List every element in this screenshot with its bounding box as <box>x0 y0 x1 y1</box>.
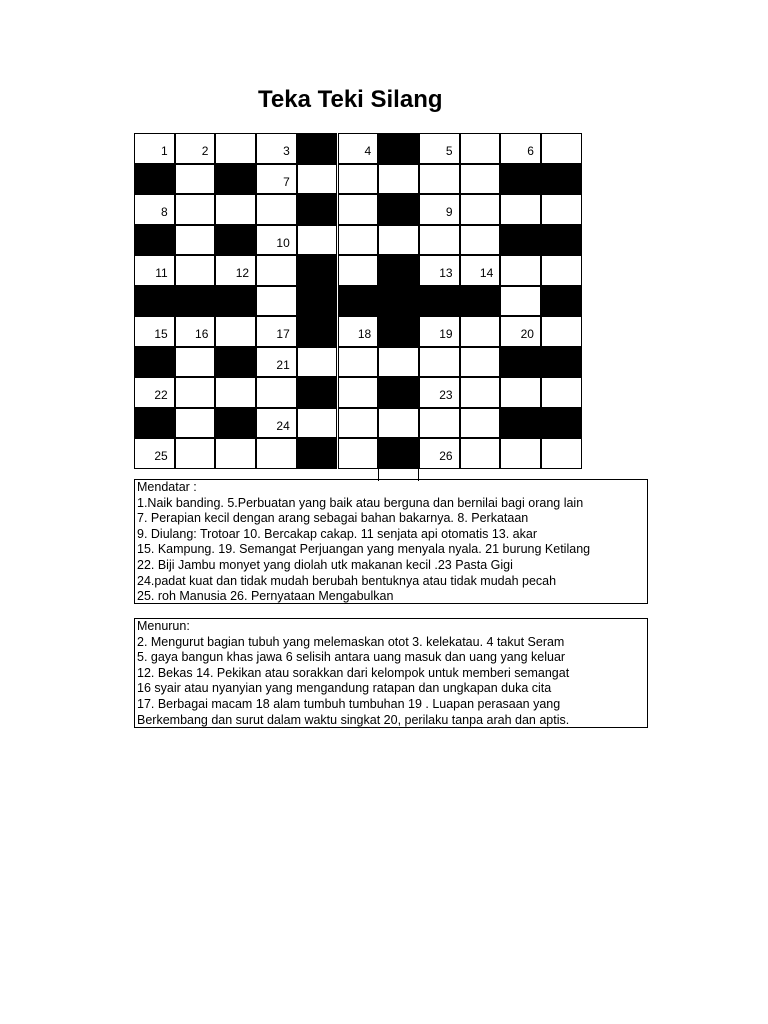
grid-cell[interactable] <box>175 347 216 378</box>
grid-cell[interactable] <box>297 347 338 378</box>
grid-cell[interactable] <box>338 133 379 164</box>
grid-cell[interactable] <box>256 225 297 256</box>
grid-cell[interactable] <box>134 377 175 408</box>
grid-cell[interactable] <box>460 164 501 195</box>
clue-number: 4 <box>364 144 372 158</box>
down-clue-line: 17. Berbagai macam 18 alam tumbuh tumbuhan 19 . Luapan perasaan yang <box>137 696 561 711</box>
clue-number: 25 <box>154 449 168 463</box>
grid-cell[interactable] <box>378 347 419 378</box>
down-clue-line: Berkembang dan surut dalam waktu singkat 20, perilaku tanpa arah dan aptis. <box>137 712 570 727</box>
grid-cell[interactable] <box>215 316 256 347</box>
across-clue-line: 24.padat kuat dan tidak mudah berubah bentuknya atau tidak mudah pecah <box>137 573 557 588</box>
clue-number: 11 <box>155 266 168 280</box>
black-cell <box>541 286 582 317</box>
clue-number: 9 <box>445 205 453 219</box>
grid-cell[interactable] <box>541 316 582 347</box>
grid-cell[interactable] <box>175 377 216 408</box>
grid-cell[interactable] <box>419 164 460 195</box>
across-heading: Mendatar : <box>137 480 197 494</box>
grid-cell[interactable] <box>338 347 379 378</box>
grid-cell[interactable] <box>419 377 460 408</box>
grid-cell[interactable] <box>378 408 419 439</box>
black-cell <box>134 408 175 439</box>
black-cell <box>215 347 256 378</box>
grid-cell[interactable] <box>460 377 501 408</box>
grid-cell[interactable] <box>297 225 338 256</box>
black-cell <box>541 225 582 256</box>
down-clues-box <box>134 618 648 728</box>
grid-cell[interactable] <box>256 408 297 439</box>
grid-cell[interactable] <box>175 164 216 195</box>
black-cell <box>541 408 582 439</box>
black-cell <box>175 286 216 317</box>
grid-cell[interactable] <box>460 255 501 286</box>
grid-cell[interactable] <box>419 255 460 286</box>
grid-cell[interactable] <box>419 194 460 225</box>
black-cell <box>500 347 541 378</box>
clue-number: 13 <box>439 266 453 280</box>
clue-number: 18 <box>357 327 372 341</box>
grid-cell[interactable] <box>338 164 379 195</box>
black-cell <box>297 194 338 225</box>
black-cell <box>541 164 582 195</box>
black-cell <box>500 225 541 256</box>
black-cell <box>297 255 338 286</box>
across-clue-line: 7. Perapian kecil dengan arang sebagai bahan bakarnya. 8. Perkataan <box>137 511 529 526</box>
clue-number: 5 <box>445 144 453 158</box>
black-cell <box>460 286 501 317</box>
clue-number: 21 <box>276 357 290 372</box>
grid-cell[interactable] <box>338 438 379 469</box>
grid-cell[interactable] <box>256 377 297 408</box>
grid-cell[interactable] <box>256 255 297 286</box>
grid-cell[interactable] <box>460 225 501 256</box>
grid-cell[interactable] <box>419 408 460 439</box>
grid-cell[interactable] <box>134 255 175 286</box>
black-cell <box>297 133 338 164</box>
black-cell <box>297 438 338 469</box>
grid-cell[interactable] <box>419 133 460 164</box>
black-cell <box>378 377 419 408</box>
grid-cell[interactable] <box>175 225 216 256</box>
clue-number: 17 <box>276 327 290 341</box>
down-clue-line: 16 syair atau nyanyian yang mengandung ratapan dan ungkapan duka cita <box>137 681 552 696</box>
grid-cell[interactable] <box>460 194 501 225</box>
page-title: Teka Teki Silang <box>258 86 443 113</box>
clue-number: 7 <box>283 174 290 189</box>
grid-cell[interactable] <box>338 377 379 408</box>
grid-cell[interactable] <box>215 194 256 225</box>
black-cell <box>215 286 256 317</box>
black-cell <box>500 164 541 195</box>
grid-cell[interactable] <box>419 347 460 378</box>
clue-number: 23 <box>439 388 453 402</box>
down-clue-line: 2. Mengurut bagian tubuh yang melemaskan otot 3. kelekatau. 4 takut Seram <box>137 634 565 649</box>
clue-number: 22 <box>154 388 168 402</box>
across-clue-line: 25. roh Manusia 26. Pernyataan Mengabulkan <box>137 589 394 604</box>
grid-cell[interactable] <box>338 225 379 256</box>
grid-cell[interactable] <box>175 194 216 225</box>
grid-cell[interactable] <box>134 316 175 347</box>
grid-cell[interactable] <box>175 316 216 347</box>
grid-cell[interactable] <box>541 255 582 286</box>
grid-cell[interactable] <box>419 316 460 347</box>
grid-cell[interactable] <box>419 225 460 256</box>
grid-cell[interactable] <box>378 164 419 195</box>
black-cell <box>215 164 256 195</box>
grid-cell[interactable] <box>215 255 256 286</box>
grid-cell[interactable] <box>297 164 338 195</box>
grid-cell[interactable] <box>500 133 541 164</box>
down-clue-line: 12. Bekas 14. Pekikan atau sorakkan dari kelompok untuk memberi semangat <box>137 665 570 680</box>
grid-cell[interactable] <box>541 377 582 408</box>
clue-number: 10 <box>276 235 290 250</box>
grid-cell[interactable] <box>460 438 501 469</box>
black-cell <box>338 286 379 317</box>
clue-number: 12 <box>235 266 250 280</box>
grid-cell[interactable] <box>460 347 501 378</box>
black-cell <box>297 377 338 408</box>
black-cell <box>541 347 582 378</box>
clue-number: 19 <box>439 327 453 341</box>
grid-cell[interactable] <box>378 225 419 256</box>
grid-cell[interactable] <box>500 286 541 317</box>
across-clue-line: 1.Naik banding. 5.Perbuatan yang baik atau berguna dan bernilai bagi orang lain <box>137 495 584 510</box>
down-heading: Menurun: <box>137 619 190 633</box>
grid-cell[interactable] <box>256 164 297 195</box>
clue-number: 20 <box>520 327 534 341</box>
grid-cell[interactable] <box>134 438 175 469</box>
across-clue-line: 9. Diulang: Trotoar 10. Bercakap cakap. 11 senjata api otomatis 13. akar <box>137 526 537 541</box>
grid-cell[interactable] <box>256 133 297 164</box>
grid-cell[interactable] <box>256 286 297 317</box>
grid-cell[interactable] <box>215 377 256 408</box>
black-cell <box>378 194 419 225</box>
grid-cell[interactable] <box>175 438 216 469</box>
grid-cell[interactable] <box>419 438 460 469</box>
black-cell <box>134 225 175 256</box>
grid-cell[interactable] <box>256 316 297 347</box>
grid-cell[interactable] <box>175 255 216 286</box>
grid-cell[interactable] <box>175 408 216 439</box>
grid-cell[interactable] <box>338 316 379 347</box>
black-cell <box>215 408 256 439</box>
across-clue-line: 15. Kampung. 19. Semangat Perjuangan yang menyala nyala. 21 burung Ketilang <box>137 542 591 557</box>
grid-cell[interactable] <box>256 194 297 225</box>
black-cell <box>378 255 419 286</box>
grid-cell[interactable] <box>215 438 256 469</box>
grid-cell[interactable] <box>500 255 541 286</box>
black-cell <box>134 164 175 195</box>
grid-cell[interactable] <box>256 347 297 378</box>
clue-number: 6 <box>527 144 534 158</box>
crossword-grid <box>134 133 582 469</box>
grid-cell[interactable] <box>500 194 541 225</box>
grid-cell[interactable] <box>338 255 379 286</box>
black-cell <box>134 286 175 317</box>
grid-cell[interactable] <box>500 438 541 469</box>
grid-cell[interactable] <box>338 194 379 225</box>
grid-cell[interactable] <box>460 408 501 439</box>
clue-number: 1 <box>161 144 168 158</box>
clue-number: 16 <box>195 327 209 341</box>
grid-cell[interactable] <box>541 438 582 469</box>
clue-number: 14 <box>479 266 494 280</box>
grid-cell[interactable] <box>500 377 541 408</box>
clue-number: 26 <box>439 449 453 463</box>
grid-cell[interactable] <box>134 133 175 164</box>
black-cell <box>500 408 541 439</box>
black-cell <box>419 286 460 317</box>
grid-cell[interactable] <box>256 438 297 469</box>
grid-cell[interactable] <box>297 408 338 439</box>
grid-cell[interactable] <box>541 133 582 164</box>
grid-cell[interactable] <box>500 316 541 347</box>
grid-cell[interactable] <box>215 133 256 164</box>
clue-number: 15 <box>154 327 168 341</box>
clue-number: 24 <box>276 418 290 433</box>
black-cell <box>134 347 175 378</box>
clue-number: 2 <box>201 144 209 158</box>
black-cell <box>297 286 338 317</box>
grid-cell[interactable] <box>460 133 501 164</box>
grid-cell[interactable] <box>460 316 501 347</box>
clue-number: 8 <box>161 205 168 219</box>
across-clue-line: 22. Biji Jambu monyet yang diolah utk makanan kecil .23 Pasta Gigi <box>137 557 513 572</box>
grid-cell[interactable] <box>134 194 175 225</box>
black-cell <box>297 316 338 347</box>
black-cell <box>378 316 419 347</box>
clue-number: 3 <box>283 144 290 158</box>
down-clue-line: 5. gaya bangun khas jawa 6 selisih antara uang masuk dan uang yang keluar <box>137 650 566 665</box>
black-cell <box>378 133 419 164</box>
grid-cell[interactable] <box>541 194 582 225</box>
grid-cell[interactable] <box>338 408 379 439</box>
grid-cell[interactable] <box>175 133 216 164</box>
black-cell <box>378 286 419 317</box>
black-cell <box>215 225 256 256</box>
across-clues-box <box>134 479 648 604</box>
